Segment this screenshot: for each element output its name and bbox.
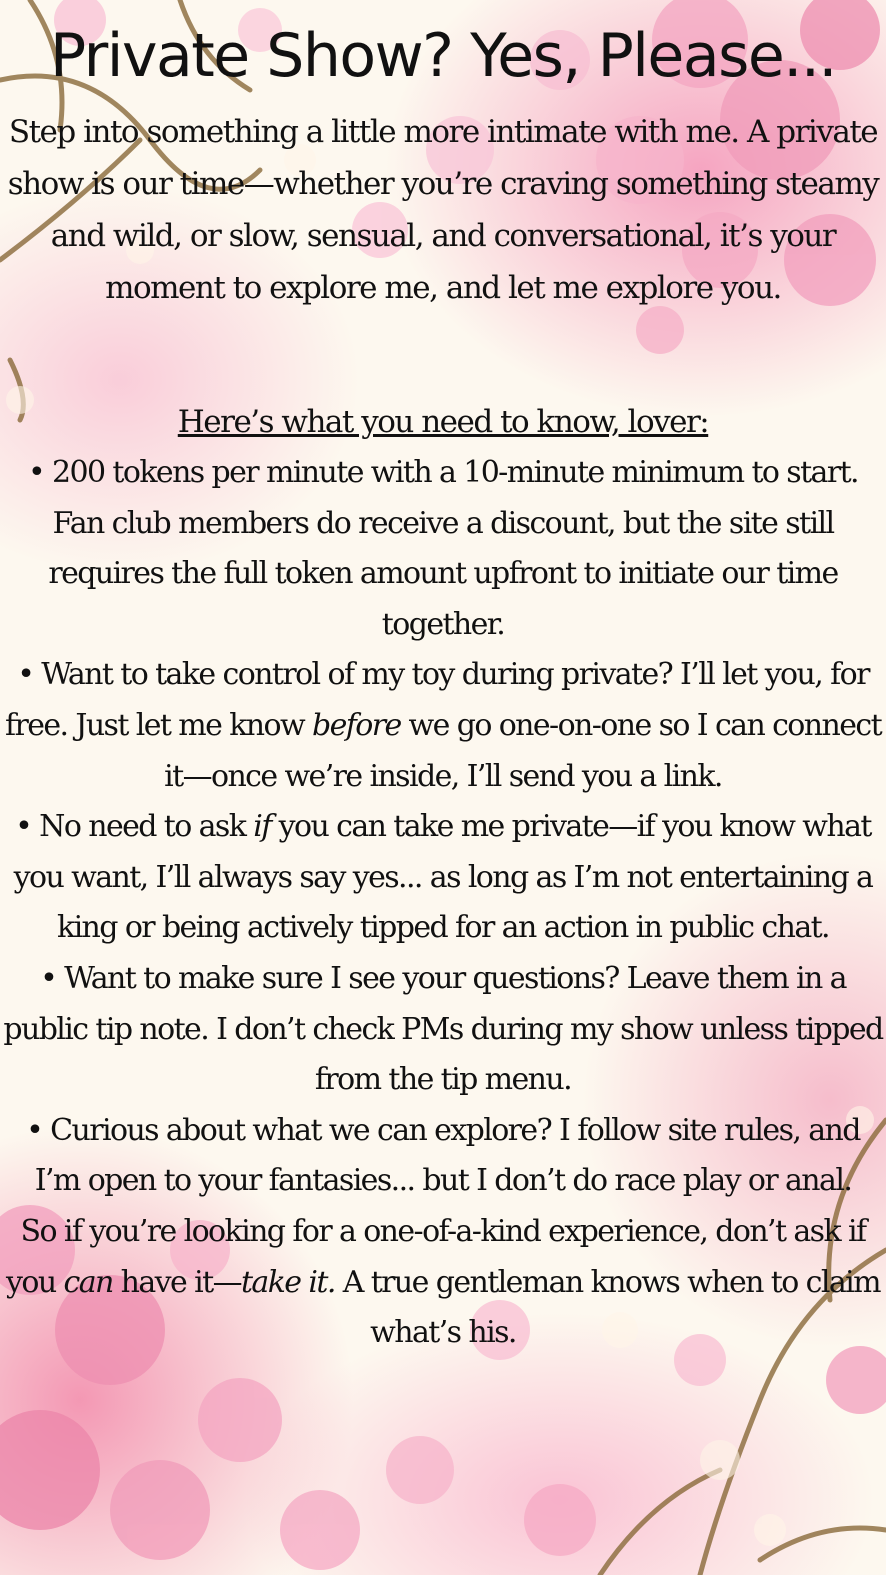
bullet-availability-text: • No need to ask	[15, 809, 254, 845]
bullet-availability-emphasis: if	[253, 809, 271, 845]
closing-text-end: A true gentleman knows when to claim what’s his.	[334, 1264, 880, 1351]
bullet-toy-control-text-end: we go one-on-one so I can connect it—once we’re inside, I’ll send you a link.	[164, 707, 882, 794]
intro-paragraph: Step into something a little more intimate with me. A private show is our time—whether you’re craving something steamy and wild, or slow, sensual, and conversational, it’s your moment to explore me, and let me explore you.	[7, 114, 879, 306]
bullet-pricing: • 200 tokens per minute with a 10-minute minimum to start. Fan club members do receive a discount, but the site still requires the full token amount upfront to initiate our time together.	[28, 455, 858, 642]
closing-text-mid: have it—	[112, 1264, 241, 1300]
details-body	[0, 448, 886, 1359]
closing-paragraph	[0, 1207, 886, 1359]
bullet-toy-control-text: • Want to take control of my toy during private? I’ll let you, for free. Just let me know	[4, 657, 869, 743]
bullet-toy-control-emphasis: before	[311, 707, 401, 743]
bullet-availability-text-end: you can take me private—if you know what you want, I’ll always say yes... as long as I’m not entertaining a king or being actively tipped for an action in public chat.	[13, 809, 873, 946]
closing-emphasis-can: can	[63, 1264, 113, 1300]
bullet-availability	[0, 802, 886, 954]
section-heading: Here’s what you need to know, lover:	[177, 404, 709, 440]
closing-emphasis-take-it: take it.	[240, 1264, 335, 1300]
page-title: Private Show? Yes, Please...	[50, 21, 836, 91]
bullet-questions: • Want to make sure I see your questions? Leave them in a public tip note. I don’t check PMs during my show unless tipped from the tip menu.	[3, 960, 883, 1098]
bullet-limits: • Curious about what we can explore? I follow site rules, and I’m open to your fantasies... but I don’t do race play or anal.	[26, 1112, 860, 1199]
bullet-toy-control	[0, 650, 886, 802]
closing-text: So if you’re looking for a one-of-a-kind experience, don’t ask if you	[6, 1213, 866, 1300]
